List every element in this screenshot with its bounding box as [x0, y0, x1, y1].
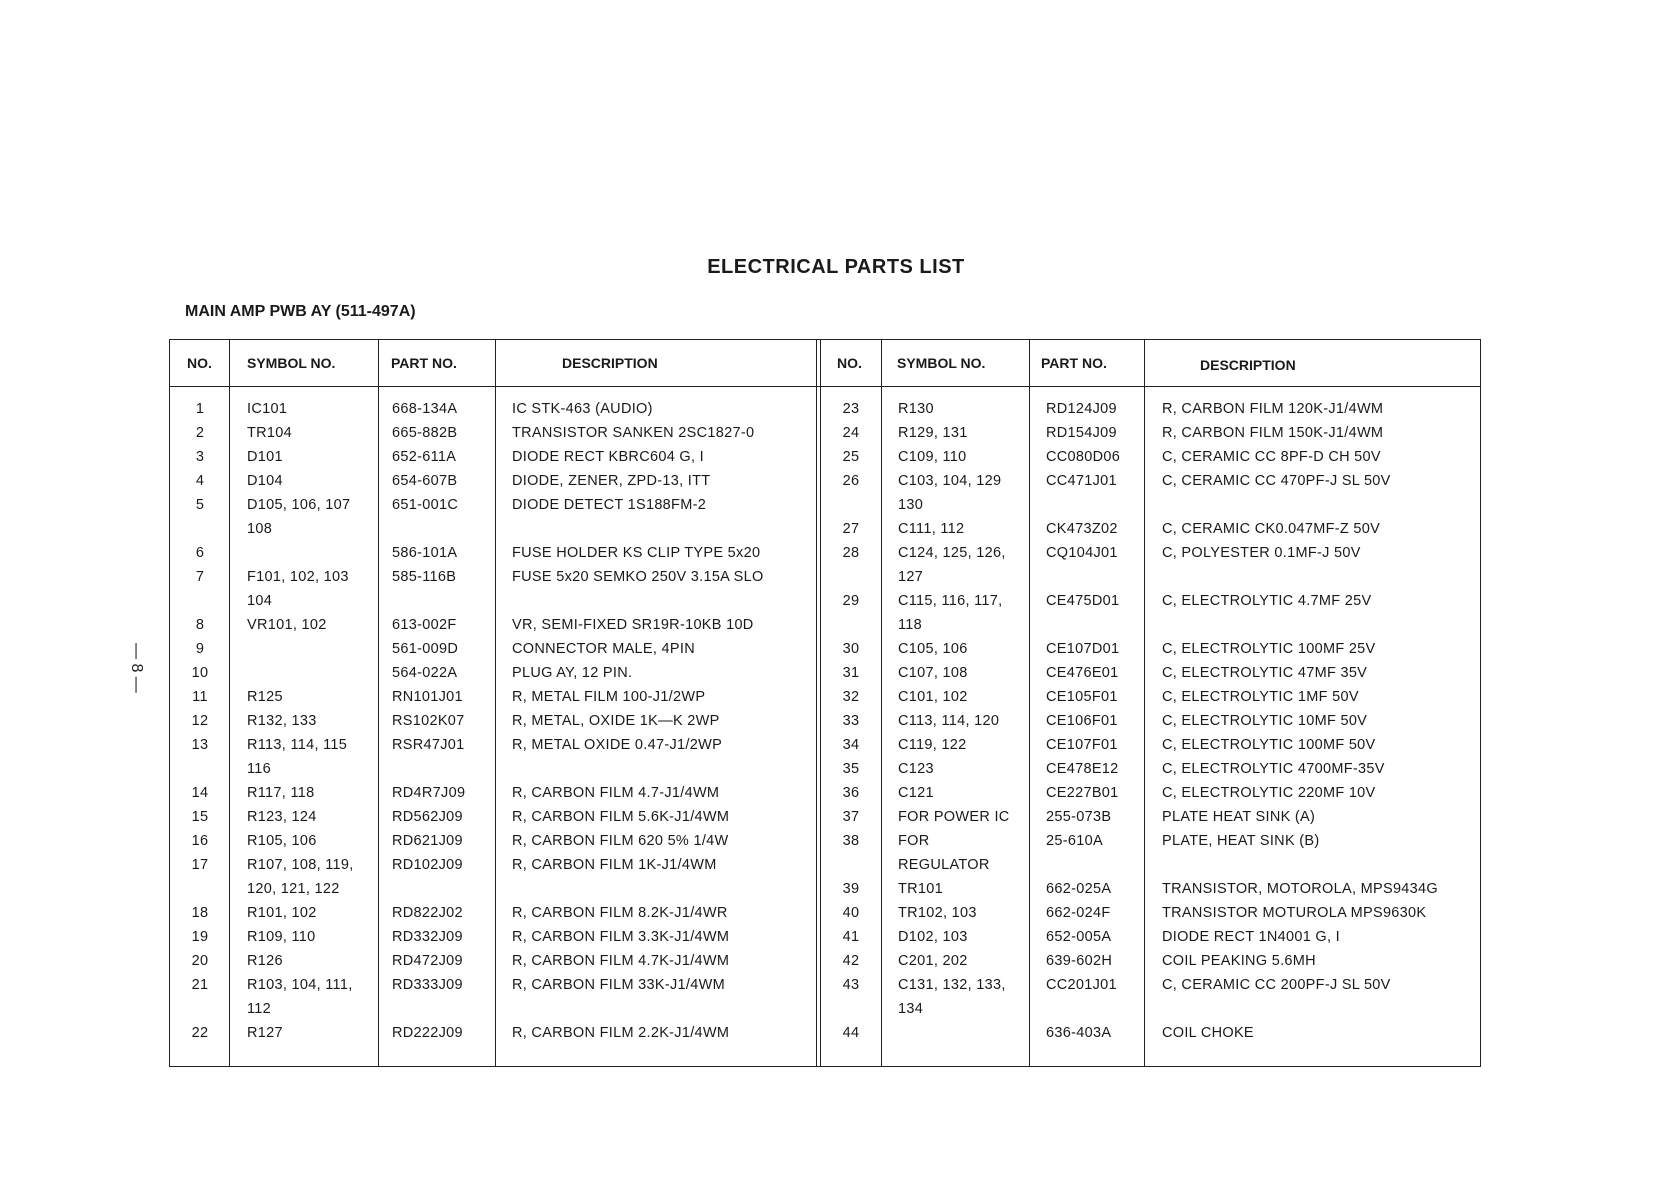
row-no: 11	[192, 689, 208, 705]
row-no: 12	[191, 713, 209, 729]
header-description-right: DESCRIPTION	[1200, 357, 1296, 373]
row-symbol: R105, 106	[247, 833, 317, 849]
row-description: C, ELECTROLYTIC 4.7MF 25V	[1162, 593, 1372, 609]
row-symbol: IC101	[247, 401, 288, 417]
row-symbol: C131, 132, 133,	[898, 977, 1006, 993]
row-symbol: TR102, 103	[898, 905, 977, 921]
row-no: 41	[842, 929, 860, 945]
page-number: — 8 —	[128, 643, 145, 693]
row-symbol: R123, 124	[247, 809, 317, 825]
row-no: 24	[842, 425, 860, 441]
row-description: C, ELECTROLYTIC 100MF 50V	[1162, 737, 1376, 753]
row-no: 35	[842, 761, 860, 777]
row-description: C, ELECTROLYTIC 100MF 25V	[1162, 641, 1376, 657]
row-description: R, METAL OXIDE 0.47-J1/2WP	[512, 737, 723, 753]
column-divider	[1144, 339, 1145, 1067]
row-part: 561-009D	[392, 641, 459, 657]
row-description: DIODE DETECT 1S188FM-2	[512, 497, 707, 513]
row-description: IC STK-463 (AUDIO)	[512, 401, 653, 417]
row-part: CE478E12	[1046, 761, 1119, 777]
row-description: COIL CHOKE	[1162, 1025, 1254, 1041]
row-no: 8	[195, 617, 205, 633]
row-part: CK473Z02	[1046, 521, 1118, 537]
row-symbol: TR101	[898, 881, 944, 897]
row-symbol: 116	[247, 761, 272, 777]
row-no: 37	[842, 809, 860, 825]
row-part: RD4R7J09	[392, 785, 466, 801]
row-part: CC201J01	[1046, 977, 1117, 993]
row-description: TRANSISTOR SANKEN 2SC1827-0	[512, 425, 755, 441]
row-part: CQ104J01	[1046, 545, 1118, 561]
row-part: RD154J09	[1046, 425, 1117, 441]
row-no: 19	[191, 929, 209, 945]
row-no: 23	[842, 401, 860, 417]
header-rule	[169, 386, 1481, 387]
row-description: R, CARBON FILM 8.2K-J1/4WR	[512, 905, 728, 921]
row-symbol: R109, 110	[247, 929, 316, 945]
row-no: 44	[842, 1025, 860, 1041]
row-symbol: 130	[898, 497, 924, 513]
row-symbol: R125	[247, 689, 283, 705]
row-description: PLATE, HEAT SINK (B)	[1162, 833, 1320, 849]
row-no: 7	[195, 569, 205, 585]
row-no: 26	[842, 473, 860, 489]
row-no: 28	[842, 545, 860, 561]
row-description: TRANSISTOR MOTUROLA MPS9630K	[1162, 905, 1427, 921]
row-symbol: VR101, 102	[247, 617, 327, 633]
row-symbol: FOR POWER IC	[898, 809, 1010, 825]
row-description: C, ELECTROLYTIC 47MF 35V	[1162, 665, 1368, 681]
page-title: ELECTRICAL PARTS LIST	[707, 256, 965, 278]
row-no: 33	[842, 713, 860, 729]
row-part: RD562J09	[392, 809, 463, 825]
row-part: 651-001C	[392, 497, 459, 513]
row-part: 652-611A	[392, 449, 457, 465]
row-symbol: 108	[247, 521, 273, 537]
row-no: 22	[191, 1025, 209, 1041]
column-divider	[881, 339, 882, 1067]
row-symbol: C115, 116, 117,	[898, 593, 1003, 609]
header-no-left: NO.	[187, 355, 212, 371]
row-description: R, CARBON FILM 1K-J1/4WM	[512, 857, 717, 873]
row-symbol: R127	[247, 1025, 283, 1041]
row-symbol: REGULATOR	[898, 857, 990, 873]
row-symbol: TR104	[247, 425, 293, 441]
row-symbol: C124, 125, 126,	[898, 545, 1006, 561]
header-part-left: PART NO.	[391, 355, 457, 371]
row-symbol: R132, 133	[247, 713, 317, 729]
row-symbol: D101	[247, 449, 283, 465]
row-no: 36	[842, 785, 860, 801]
row-no: 32	[842, 689, 860, 705]
row-symbol: C119, 122	[898, 737, 967, 753]
row-no: 5	[195, 497, 205, 513]
row-no: 4	[195, 473, 205, 489]
row-part: CE107F01	[1046, 737, 1118, 753]
row-no: 14	[191, 785, 209, 801]
row-symbol: R126	[247, 953, 283, 969]
row-part: CE106F01	[1046, 713, 1118, 729]
row-description: C, CERAMIC CC 8PF-D CH 50V	[1162, 449, 1381, 465]
row-part: RSR47J01	[392, 737, 465, 753]
row-part: 662-025A	[1046, 881, 1112, 897]
row-no: 40	[842, 905, 860, 921]
row-part: 654-607B	[392, 473, 458, 489]
row-symbol: C105, 106	[898, 641, 968, 657]
row-description: C, ELECTROLYTIC 1MF 50V	[1162, 689, 1359, 705]
row-no: 2	[195, 425, 205, 441]
row-part: RD822J02	[392, 905, 463, 921]
row-part: CC471J01	[1046, 473, 1117, 489]
row-symbol: C107, 108	[898, 665, 968, 681]
row-description: DIODE, ZENER, ZPD-13, ITT	[512, 473, 711, 489]
row-part: CE105F01	[1046, 689, 1118, 705]
row-part: 255-073B	[1046, 809, 1112, 825]
row-symbol: R103, 104, 111,	[247, 977, 353, 993]
row-part: RN101J01	[392, 689, 463, 705]
row-symbol: C103, 104, 129	[898, 473, 1002, 489]
row-no: 17	[191, 857, 209, 873]
row-no: 3	[195, 449, 205, 465]
row-description: C, ELECTROLYTIC 4700MF-35V	[1162, 761, 1385, 777]
row-symbol: R101, 102	[247, 905, 317, 921]
row-description: PLUG AY, 12 PIN.	[512, 665, 633, 681]
row-description: FUSE HOLDER KS CLIP TYPE 5x20	[512, 545, 761, 561]
row-part: 665-882B	[392, 425, 458, 441]
row-description: VR, SEMI-FIXED SR19R-10KB 10D	[512, 617, 754, 633]
row-symbol: R129, 131	[898, 425, 968, 441]
row-part: RD332J09	[392, 929, 463, 945]
row-symbol: 127	[898, 569, 924, 585]
row-description: R, CARBON FILM 33K-J1/4WM	[512, 977, 725, 993]
row-symbol: 120, 121, 122	[247, 881, 340, 897]
row-no: 38	[842, 833, 860, 849]
row-no: 34	[842, 737, 860, 753]
row-symbol: 112	[247, 1001, 272, 1017]
row-part: 585-116B	[392, 569, 457, 585]
row-description: R, CARBON FILM 5.6K-J1/4WM	[512, 809, 730, 825]
header-symbol-left: SYMBOL NO.	[247, 355, 336, 371]
row-part: 636-403A	[1046, 1025, 1112, 1041]
row-part: 668-134A	[392, 401, 458, 417]
row-symbol: C101, 102	[898, 689, 968, 705]
row-description: R, CARBON FILM 2.2K-J1/4WM	[512, 1025, 730, 1041]
row-symbol: R117, 118	[247, 785, 315, 801]
row-symbol: C111, 112	[898, 521, 965, 537]
row-no: 1	[195, 401, 205, 417]
row-description: C, ELECTROLYTIC 220MF 10V	[1162, 785, 1376, 801]
row-symbol: FOR	[898, 833, 930, 849]
row-part: 25-610A	[1046, 833, 1103, 849]
row-symbol: 134	[898, 1001, 924, 1017]
row-part: RD472J09	[392, 953, 463, 969]
row-symbol: D104	[247, 473, 283, 489]
header-symbol-right: SYMBOL NO.	[897, 355, 986, 371]
row-description: R, CARBON FILM 4.7-J1/4WM	[512, 785, 720, 801]
row-description: R, CARBON FILM 3.3K-J1/4WM	[512, 929, 730, 945]
row-no: 31	[842, 665, 860, 681]
row-part: 662-024F	[1046, 905, 1111, 921]
header-no-right: NO.	[837, 355, 862, 371]
row-no: 13	[191, 737, 209, 753]
column-divider	[378, 339, 379, 1067]
row-symbol: D102, 103	[898, 929, 968, 945]
row-description: C, CERAMIC CC 470PF-J SL 50V	[1162, 473, 1391, 489]
row-part: CE475D01	[1046, 593, 1120, 609]
row-part: 564-022A	[392, 665, 458, 681]
row-description: PLATE HEAT SINK (A)	[1162, 809, 1316, 825]
row-part: RS102K07	[392, 713, 465, 729]
row-part: RD333J09	[392, 977, 463, 993]
row-part: 652-005A	[1046, 929, 1112, 945]
row-symbol: F101, 102, 103	[247, 569, 349, 585]
section-title: MAIN AMP PWB AY (511-497A)	[185, 303, 416, 320]
row-description: R, METAL FILM 100-J1/2WP	[512, 689, 706, 705]
row-no: 20	[191, 953, 209, 969]
row-part: RD124J09	[1046, 401, 1117, 417]
row-description: C, POLYESTER 0.1MF-J 50V	[1162, 545, 1361, 561]
column-divider	[1029, 339, 1030, 1067]
row-part: RD621J09	[392, 833, 463, 849]
row-description: FUSE 5x20 SEMKO 250V 3.15A SLO	[512, 569, 764, 585]
row-description: C, ELECTROLYTIC 10MF 50V	[1162, 713, 1368, 729]
row-no: 9	[195, 641, 205, 657]
row-part: CE476E01	[1046, 665, 1119, 681]
row-description: R, METAL, OXIDE 1K—K 2WP	[512, 713, 720, 729]
row-description: CONNECTOR MALE, 4PIN	[512, 641, 695, 657]
row-description: COIL PEAKING 5.6MH	[1162, 953, 1316, 969]
row-description: DIODE RECT KBRC604 G, I	[512, 449, 704, 465]
row-no: 29	[842, 593, 860, 609]
row-no: 6	[195, 545, 205, 561]
row-no: 42	[842, 953, 860, 969]
row-no: 18	[191, 905, 209, 921]
row-symbol: 118	[898, 617, 923, 633]
row-description: R, CARBON FILM 4.7K-J1/4WM	[512, 953, 730, 969]
row-part: CC080D06	[1046, 449, 1121, 465]
row-part: 639-602H	[1046, 953, 1113, 969]
row-no: 21	[191, 977, 209, 993]
column-divider	[495, 339, 496, 1067]
row-symbol: R113, 114, 115	[247, 737, 348, 753]
header-part-right: PART NO.	[1041, 355, 1107, 371]
row-no: 30	[842, 641, 860, 657]
row-no: 27	[842, 521, 860, 537]
row-description: R, CARBON FILM 120K-J1/4WM	[1162, 401, 1384, 417]
row-symbol: C121	[898, 785, 934, 801]
row-part: 613-002F	[392, 617, 457, 633]
row-description: R, CARBON FILM 620 5% 1/4W	[512, 833, 729, 849]
row-part: RD222J09	[392, 1025, 463, 1041]
row-symbol: C109, 110	[898, 449, 967, 465]
row-no: 25	[842, 449, 860, 465]
row-symbol: R107, 108, 119,	[247, 857, 354, 873]
row-symbol: 104	[247, 593, 273, 609]
row-part: CE107D01	[1046, 641, 1120, 657]
row-description: TRANSISTOR, MOTOROLA, MPS9434G	[1162, 881, 1438, 897]
row-description: C, CERAMIC CC 200PF-J SL 50V	[1162, 977, 1391, 993]
header-description-left: DESCRIPTION	[562, 355, 658, 371]
row-part: 586-101A	[392, 545, 458, 561]
row-symbol: R130	[898, 401, 934, 417]
row-symbol: C123	[898, 761, 934, 777]
row-no: 16	[191, 833, 209, 849]
row-part: CE227B01	[1046, 785, 1119, 801]
row-no: 15	[191, 809, 209, 825]
row-no: 43	[842, 977, 860, 993]
row-symbol: C201, 202	[898, 953, 968, 969]
row-description: C, CERAMIC CK0.047MF-Z 50V	[1162, 521, 1381, 537]
row-symbol: D105, 106, 107	[247, 497, 351, 513]
row-no: 39	[842, 881, 860, 897]
row-symbol: C113, 114, 120	[898, 713, 1000, 729]
row-part: RD102J09	[392, 857, 463, 873]
row-description: R, CARBON FILM 150K-J1/4WM	[1162, 425, 1384, 441]
row-description: DIODE RECT 1N4001 G, I	[1162, 929, 1340, 945]
row-no: 10	[191, 665, 209, 681]
